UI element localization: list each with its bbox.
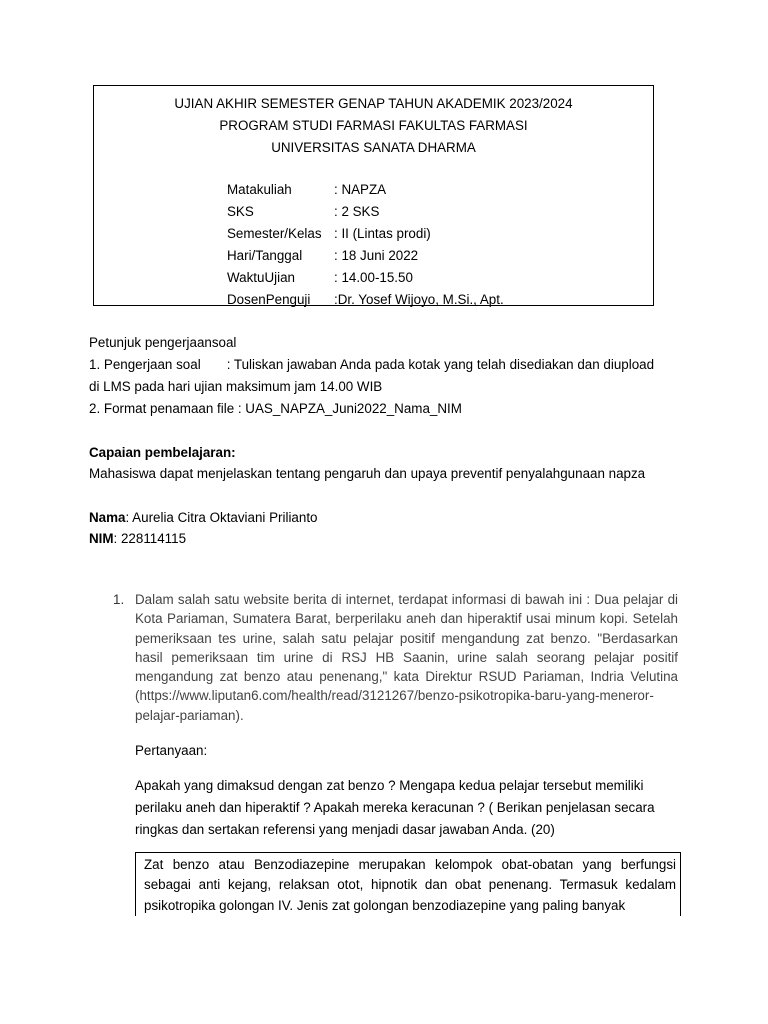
- student-name: [89, 508, 318, 528]
- exam-meta-table: [227, 180, 647, 312]
- meta-value: : II (Lintas prodi): [334, 226, 431, 241]
- instruction-item-1-cont: di LMS pada hari ujian maksimum jam 14.00 WIB: [89, 379, 383, 394]
- name-value: : Aurelia Citra Oktaviani Prilianto: [125, 510, 318, 525]
- meta-key: WaktuUjian: [227, 270, 295, 285]
- meta-key: Matakuliah: [227, 182, 292, 197]
- meta-row-course: [227, 180, 647, 202]
- instruction-item-1: 1. Pengerjaan soal : Tuliskan jawaban Anda pada kotak yang telah disediakan dan diupload: [89, 357, 655, 372]
- meta-value: : 18 Juni 2022: [334, 248, 419, 263]
- instruction-item-2: 2. Format penamaan file : UAS_NAPZA_Juni2022_Nama_NIM: [89, 401, 462, 416]
- answer-box: Zat benzo atau Benzodiazepine merupakan kelompok obat-obatan yang berfungsi sebagai anti kejang, relaksan otot, hipnotik dan obat penenang. Termasuk kedalam psikotropika golongan IV. Jenis zat golongan benzodiazepine yang paling banyak: [135, 852, 681, 916]
- question-number: 1.: [113, 592, 125, 607]
- meta-row-time: [227, 268, 647, 290]
- learning-outcome-label: Capaian pembelajaran:: [89, 445, 236, 460]
- exam-header-box: [93, 85, 654, 306]
- meta-value: : NAPZA: [334, 182, 387, 197]
- program-title: PROGRAM STUDI FARMASI FAKULTAS FARMASI: [219, 118, 528, 133]
- nim-value: : 228114115: [113, 531, 187, 546]
- meta-value: : 2 SKS: [334, 204, 380, 219]
- meta-key: SKS: [227, 204, 254, 219]
- student-nim: [89, 529, 186, 549]
- meta-row-date: [227, 246, 647, 268]
- meta-value: :Dr. Yosef Wijoyo, M.Si., Apt.: [334, 292, 504, 307]
- university-title: UNIVERSITAS SANATA DHARMA: [271, 140, 476, 155]
- meta-key: Semester/Kelas: [227, 226, 322, 241]
- meta-row-semester: [227, 224, 647, 246]
- meta-row-examiner: [227, 290, 647, 312]
- meta-key: DosenPenguji: [227, 292, 311, 307]
- meta-key: Hari/Tanggal: [227, 248, 303, 263]
- exam-title: UJIAN AKHIR SEMESTER GENAP TAHUN AKADEMIK 2023/2024: [174, 96, 573, 111]
- question-context: Dalam salah satu website berita di internet, terdapat informasi di bawah ini : Dua pelajar di Kota Pariaman, Sumatera Barat, berperilaku aneh dan hiperaktif usai minum kopi. Setelah pemeriksaan tes urine, salah satu pelajar positif mengandung zat benzo. "Berdasarkan hasil pemeriksaan tim urine di RSJ HB Saanin, urine salah seorang pelajar positif mengandung zat benzo atau penenang," kata Direktur RSUD Pariaman, Indria Velutina (https://www.liputan6.com/health/read/3121267/benzo-psikotropika-baru-yang-meneror-pelajar-pariaman).: [135, 592, 678, 723]
- meta-value: : 14.00-15.50: [334, 270, 413, 285]
- question-label: Pertanyaan:: [135, 743, 208, 758]
- name-label: Nama: [89, 510, 126, 525]
- learning-outcome-text: Mahasiswa dapat menjelaskan tentang pengaruh dan upaya preventif penyalahgunaan napza: [89, 466, 646, 481]
- question-text: Apakah yang dimaksud dengan zat benzo ? Mengapa kedua pelajar tersebut memiliki perilaku aneh dan hiperaktif ? Apakah mereka keracunan ? ( Berikan penjelasan secara ringkas dan sertakan referensi yang menjadi dasar jawaban Anda. (20): [135, 778, 655, 837]
- instructions-heading: Petunjuk pengerjaansoal: [89, 335, 237, 350]
- meta-row-sks: [227, 202, 647, 224]
- nim-label: NIM: [89, 531, 114, 546]
